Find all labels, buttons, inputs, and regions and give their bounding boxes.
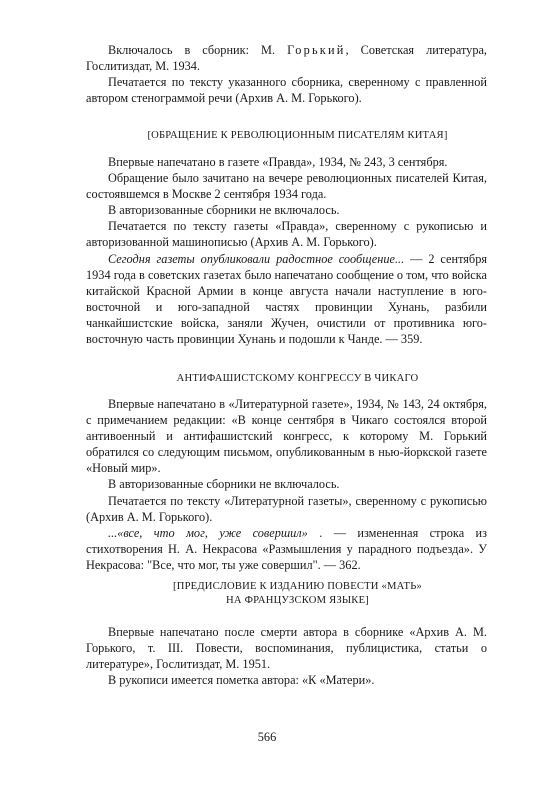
paragraph: Печатается по тексту газеты «Правда», сверенному с рукописью и авторизованной машинописью (Архив А. М. Горького).	[86, 219, 487, 250]
heading-text-line1: [ПРЕДИСЛОВИЕ К ИЗДАНИЮ ПОВЕСТИ «МАТЬ»	[173, 581, 422, 592]
section-heading-chicago	[86, 372, 487, 386]
paragraph: Сегодня газеты опубликовали радостное сообщение... — 2 сентября 1934 года в советских газетах было напечатано сообщение о том, что войска китайской Красной Армии в конце августа начали наступление в юго-восточной и юго-западной частях провинции Хунань, разбили чанкайшистские войска, заняли Жучен, очистили от противника юго-восточную часть провинции Хунань и подошли к Чанде. — 359.	[86, 251, 487, 347]
section-china-writers	[86, 154, 487, 347]
paragraph: Впервые напечатано в газете «Правда», 1934, № 243, 3 сентября.	[108, 155, 448, 169]
paragraph: Обращение было зачитано на вечере революционных писателей Китая, состоявшемся в Москве 2 сентября 1934 года.	[86, 171, 487, 202]
section-heading-mother	[86, 580, 487, 607]
quoted-phrase: Сегодня газеты опубликовали радостное сообщение...	[108, 251, 405, 266]
paragraph: Впервые напечатано в «Литературной газете», 1934, № 143, 24 октября, с примечанием редакции: «В конце сентября в Чикаго состоялся второй антивоенный и антифашистский конгресс, к которому М. Горький обратился со следующим письмом, опубликованным в нью-йоркской газете «Новый мир».	[86, 397, 487, 476]
paragraph: Включалось в сборник: М. Горький, Советская литература, Гослитиздат, М. 1934.	[86, 43, 487, 74]
paragraph: ...«все, что мог, уже совершил» . — измененная строка из стихотворения Н. А. Некрасова «Размышления у парадного подъезда». У Некрасова: "Все, что мог, ты уже совершил". — 362.	[86, 525, 487, 572]
section-previous-note	[86, 42, 487, 106]
section-chicago-congress	[86, 396, 487, 573]
author-name: Горький	[287, 43, 346, 57]
paragraph: Печатается по тексту «Литературной газеты», сверенному с рукописью (Архив А. М. Горького).	[86, 493, 487, 524]
section-mother-preface	[86, 624, 487, 688]
paragraph: Печатается по тексту указанного сборника, сверенному с правленной автором стенограммой речи (Архив А. М. Горького).	[86, 75, 487, 106]
paragraph: В рукописи имеется пометка автора: «К «Матери».	[108, 673, 375, 688]
quoted-phrase: ...«все, что мог, уже совершил»	[108, 525, 308, 540]
heading-text-line2: НА ФРАНЦУЗСКОМ ЯЗЫКЕ]	[226, 594, 369, 606]
heading-text: АНТИФАШИСТСКОМУ КОНГРЕССУ В ЧИКАГО	[176, 373, 419, 384]
page-number: 566	[257, 730, 277, 744]
paragraph: Впервые напечатано после смерти автора в сборнике «Архив А. М. Горького, т. III. Повести, воспоминания, публицистика, статьи о литературе», Гослитиздат, М. 1951.	[86, 625, 487, 672]
heading-text: [ОБРАЩЕНИЕ К РЕВОЛЮЦИОННЫМ ПИСАТЕЛЯМ КИТАЯ]	[147, 130, 448, 141]
section-heading-china	[86, 129, 487, 143]
paragraph: В авторизованные сборники не включалось.	[108, 477, 340, 492]
paragraph: В авторизованные сборники не включалось.	[108, 203, 340, 218]
